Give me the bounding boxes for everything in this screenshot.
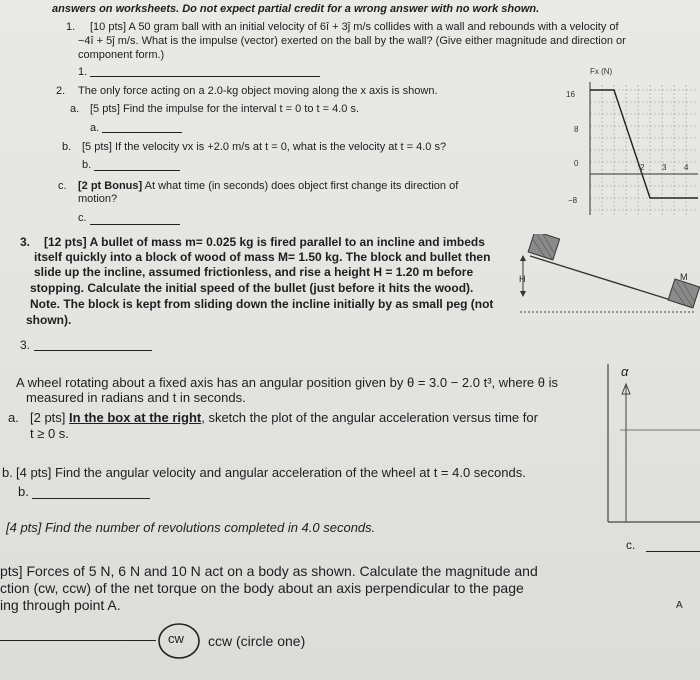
q5-text-line1: pts] Forces of 5 N, 6 N and 10 N act on a body as shown. Calculate the magnitude and [0, 563, 538, 579]
q2b-label: b. [62, 141, 72, 153]
q3-text-line4: stopping. Calculate the initial speed of the bullet (just before it hits the wood). [30, 281, 474, 295]
q4a-points: [2 pts] [30, 410, 66, 425]
q3-text-line6: shown). [26, 313, 72, 327]
q2b-answer-line[interactable] [94, 170, 180, 171]
q1-text-line2: −4î + 5ĵ m/s. What is the impulse (vector) exerted on the ball by the wall? (Give either magnitude and direction or [78, 35, 626, 47]
x-tick-2: 2 [640, 163, 645, 172]
q4b-label: b. [2, 465, 13, 480]
diagram-label-h: H [519, 274, 526, 284]
y-tick-neg8: −8 [568, 196, 578, 205]
x-tick-3: 3 [662, 163, 667, 172]
alpha-axis-label: α [621, 364, 629, 379]
q3-answer-line[interactable] [34, 350, 152, 351]
y-tick-16: 16 [566, 90, 575, 99]
q2a-label: a. [70, 103, 80, 115]
q4a-text-rest: , sketch the plot of the angular acceleration versus time for [201, 410, 538, 425]
q3-text-line3: slide up the incline, assumed frictionless, and rise a height H = 1.20 m before [34, 265, 474, 279]
header-note: answers on worksheets. Do not expect partial credit for a wrong answer with no work shown. [52, 3, 540, 15]
alpha-sketch-box[interactable] [600, 358, 700, 528]
q4c-answer-label: c. [626, 538, 636, 552]
q3-number: 3. [20, 235, 31, 249]
force-time-graph [560, 60, 700, 220]
q2c-text-line1: [2 pt Bonus] At what time (in seconds) does object first change its direction of [78, 180, 459, 192]
q4b-text: [4 pts] Find the angular velocity and angular acceleration of the wheel at t = 4.0 seconds. [16, 465, 526, 480]
q2b-text: [5 pts] If the velocity vx is +2.0 m/s at t = 0, what is the velocity at t = 4.0 s? [82, 141, 447, 153]
q2-number: 2. [56, 85, 66, 97]
q5-text-line3: ing through point A. [0, 597, 121, 613]
q2c-answer-label: c. [78, 212, 87, 224]
q3-text-line5: Note. The block is kept from sliding down the incline initially by as small peg (not [30, 297, 494, 311]
incline-diagram [490, 234, 700, 324]
q4-intro-line2: measured in radians and t in seconds. [26, 390, 246, 405]
q4a-text [30, 410, 538, 425]
q3-answer-label: 3. [20, 338, 31, 352]
cw-option[interactable]: cw [168, 631, 184, 646]
q2a-answer-line[interactable] [102, 132, 182, 133]
q2-text: The only force acting on a 2.0-kg object moving along the x axis is shown. [78, 85, 438, 97]
q2b-answer-label: b. [82, 159, 92, 171]
q2c-label: c. [58, 180, 67, 192]
q3-text-line2: itself quickly into a block of wood of mass M= 1.50 kg. The block and bullet then [34, 250, 491, 264]
q2c-text-line2: motion? [78, 193, 118, 205]
q2a-answer-label: a. [90, 122, 100, 134]
q4a-text-line2: t ≥ 0 s. [30, 426, 69, 441]
q1-text-line1: [10 pts] A 50 gram ball with an initial velocity of 6î + 3ĵ m/s collides with a wall and rebounds with a velocity of [90, 21, 619, 33]
q2a-text: [5 pts] Find the impulse for the interval t = 0 to t = 4.0 s. [90, 103, 360, 115]
q1-number: 1. [66, 21, 76, 33]
q3-text-line1: [12 pts] A bullet of mass m= 0.025 kg is fired parallel to an incline and imbeds [44, 235, 485, 249]
force-graph-ylabel: Fx (N) [590, 67, 613, 76]
q2c-text-bold: [2 pt Bonus] [78, 180, 143, 192]
x-tick-4: 4 [684, 163, 689, 172]
q4c-answer-line[interactable] [646, 551, 700, 552]
q2c-answer-line[interactable] [90, 224, 180, 225]
q1-answer-label: 1. [78, 66, 88, 78]
q4a-box-reference: In the box at the right [69, 410, 202, 425]
ccw-option[interactable]: ccw (circle one) [208, 633, 306, 649]
q4c-text: [4 pts] Find the number of revolutions completed in 4.0 seconds. [6, 520, 376, 535]
q4b-answer-label: b. [18, 484, 29, 499]
q4a-label: a. [8, 410, 19, 425]
q5-answer-line[interactable] [0, 640, 156, 641]
y-tick-8: 8 [574, 125, 579, 134]
point-a-label: A [676, 600, 683, 611]
q1-answer-line[interactable] [90, 76, 320, 77]
q4b-answer-line[interactable] [32, 498, 150, 499]
y-tick-0: 0 [574, 159, 579, 168]
q5-text-line2: ction (cw, ccw) of the net torque on the body about an axis perpendicular to the page [0, 580, 524, 596]
q1-text-line3: component form.) [78, 49, 165, 61]
diagram-label-m: M [680, 272, 688, 282]
q4-intro-line1: A wheel rotating about a fixed axis has an angular position given by θ = 3.0 − 2.0 t³, where θ is [16, 375, 559, 390]
